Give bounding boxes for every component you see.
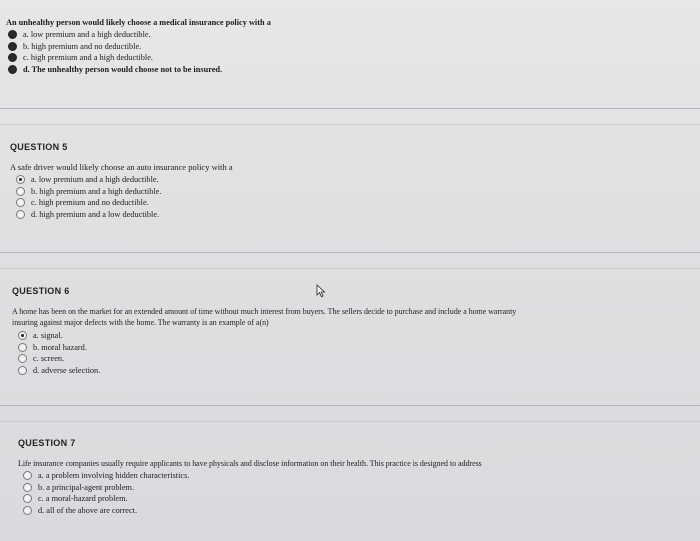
option-4d[interactable] <box>8 64 700 76</box>
option-label: d. all of the above are correct. <box>38 506 138 516</box>
option-6b[interactable] <box>18 342 700 354</box>
radio-button[interactable] <box>8 42 17 51</box>
question-4-stem: An unhealthy person would likely choose a medical insurance policy with a <box>6 18 271 27</box>
option-label: d. adverse selection. <box>33 366 101 376</box>
option-5a[interactable] <box>16 174 700 186</box>
option-label: d. The unhealthy person would choose not to be insured. <box>23 65 223 75</box>
option-7a[interactable] <box>23 470 700 482</box>
question-heading: QUESTION 7 <box>18 438 76 448</box>
question-5-options <box>16 174 700 220</box>
option-label: b. moral hazard. <box>33 342 87 352</box>
option-label: a. low premium and a high deductible. <box>23 30 151 40</box>
divider <box>0 252 700 253</box>
question-5-stem: A safe driver would likely choose an auto insurance policy with a <box>10 162 233 172</box>
radio-button[interactable] <box>23 494 32 503</box>
divider <box>0 405 700 406</box>
question-4 <box>6 17 700 75</box>
question-6 <box>12 286 700 376</box>
option-label: a. a problem involving hidden characteristics. <box>38 471 190 481</box>
divider <box>0 268 700 269</box>
radio-button[interactable] <box>8 65 17 74</box>
option-label: d. high premium and a low deductible. <box>31 210 160 220</box>
radio-button[interactable] <box>8 53 17 62</box>
question-4-options <box>8 29 700 75</box>
radio-button[interactable] <box>23 483 32 492</box>
option-4a[interactable] <box>8 29 700 41</box>
radio-button-selected[interactable] <box>16 175 25 184</box>
question-7 <box>18 438 700 516</box>
radio-button[interactable] <box>16 198 25 207</box>
option-5b[interactable] <box>16 186 700 198</box>
option-label: a. low premium and a high deductible. <box>31 175 159 185</box>
option-label: c. high premium and no deductible. <box>31 198 149 208</box>
option-label: c. screen. <box>33 354 65 364</box>
divider <box>0 108 700 109</box>
question-7-options <box>23 470 700 516</box>
option-5d[interactable] <box>16 209 700 221</box>
question-7-stem: Life insurance companies usually require applicants to have physicals and disclose information on their health. This practice is designed to address <box>18 459 482 468</box>
option-label: b. a principal-agent problem. <box>38 482 135 492</box>
radio-button[interactable] <box>23 471 32 480</box>
radio-button[interactable] <box>16 210 25 219</box>
option-6c[interactable] <box>18 353 700 365</box>
option-7c[interactable] <box>23 493 700 505</box>
option-label: b. high premium and no deductible. <box>23 41 142 51</box>
divider <box>0 124 700 125</box>
radio-button[interactable] <box>8 30 17 39</box>
question-heading: QUESTION 5 <box>10 142 68 152</box>
divider <box>0 421 700 422</box>
radio-button[interactable] <box>16 187 25 196</box>
radio-button[interactable] <box>23 506 32 515</box>
mouse-cursor-icon <box>316 284 326 298</box>
option-7b[interactable] <box>23 482 700 494</box>
radio-button[interactable] <box>18 366 27 375</box>
option-label: b. high premium and a high deductible. <box>31 186 162 196</box>
option-4c[interactable] <box>8 52 700 64</box>
option-6d[interactable] <box>18 365 700 377</box>
option-label: c. a moral-hazard problem. <box>38 494 128 504</box>
question-6-stem-line-2: insuring against major defects with the home. The warranty is an example of a(n) <box>12 318 269 327</box>
radio-button[interactable] <box>18 343 27 352</box>
option-4b[interactable] <box>8 41 700 53</box>
radio-button-selected[interactable] <box>18 331 27 340</box>
option-7d[interactable] <box>23 505 700 517</box>
question-heading: QUESTION 6 <box>12 286 70 296</box>
question-6-stem-line-1: A home has been on the market for an extended amount of time without much interest from buyers. The sellers decide to purchase and include a home warranty <box>12 307 517 316</box>
question-6-options <box>18 330 700 376</box>
radio-button[interactable] <box>18 354 27 363</box>
option-5c[interactable] <box>16 197 700 209</box>
option-label: a. signal. <box>33 331 63 341</box>
option-label: c. high premium and a high deductible. <box>23 53 153 63</box>
option-6a[interactable] <box>18 330 700 342</box>
question-5 <box>10 142 700 220</box>
